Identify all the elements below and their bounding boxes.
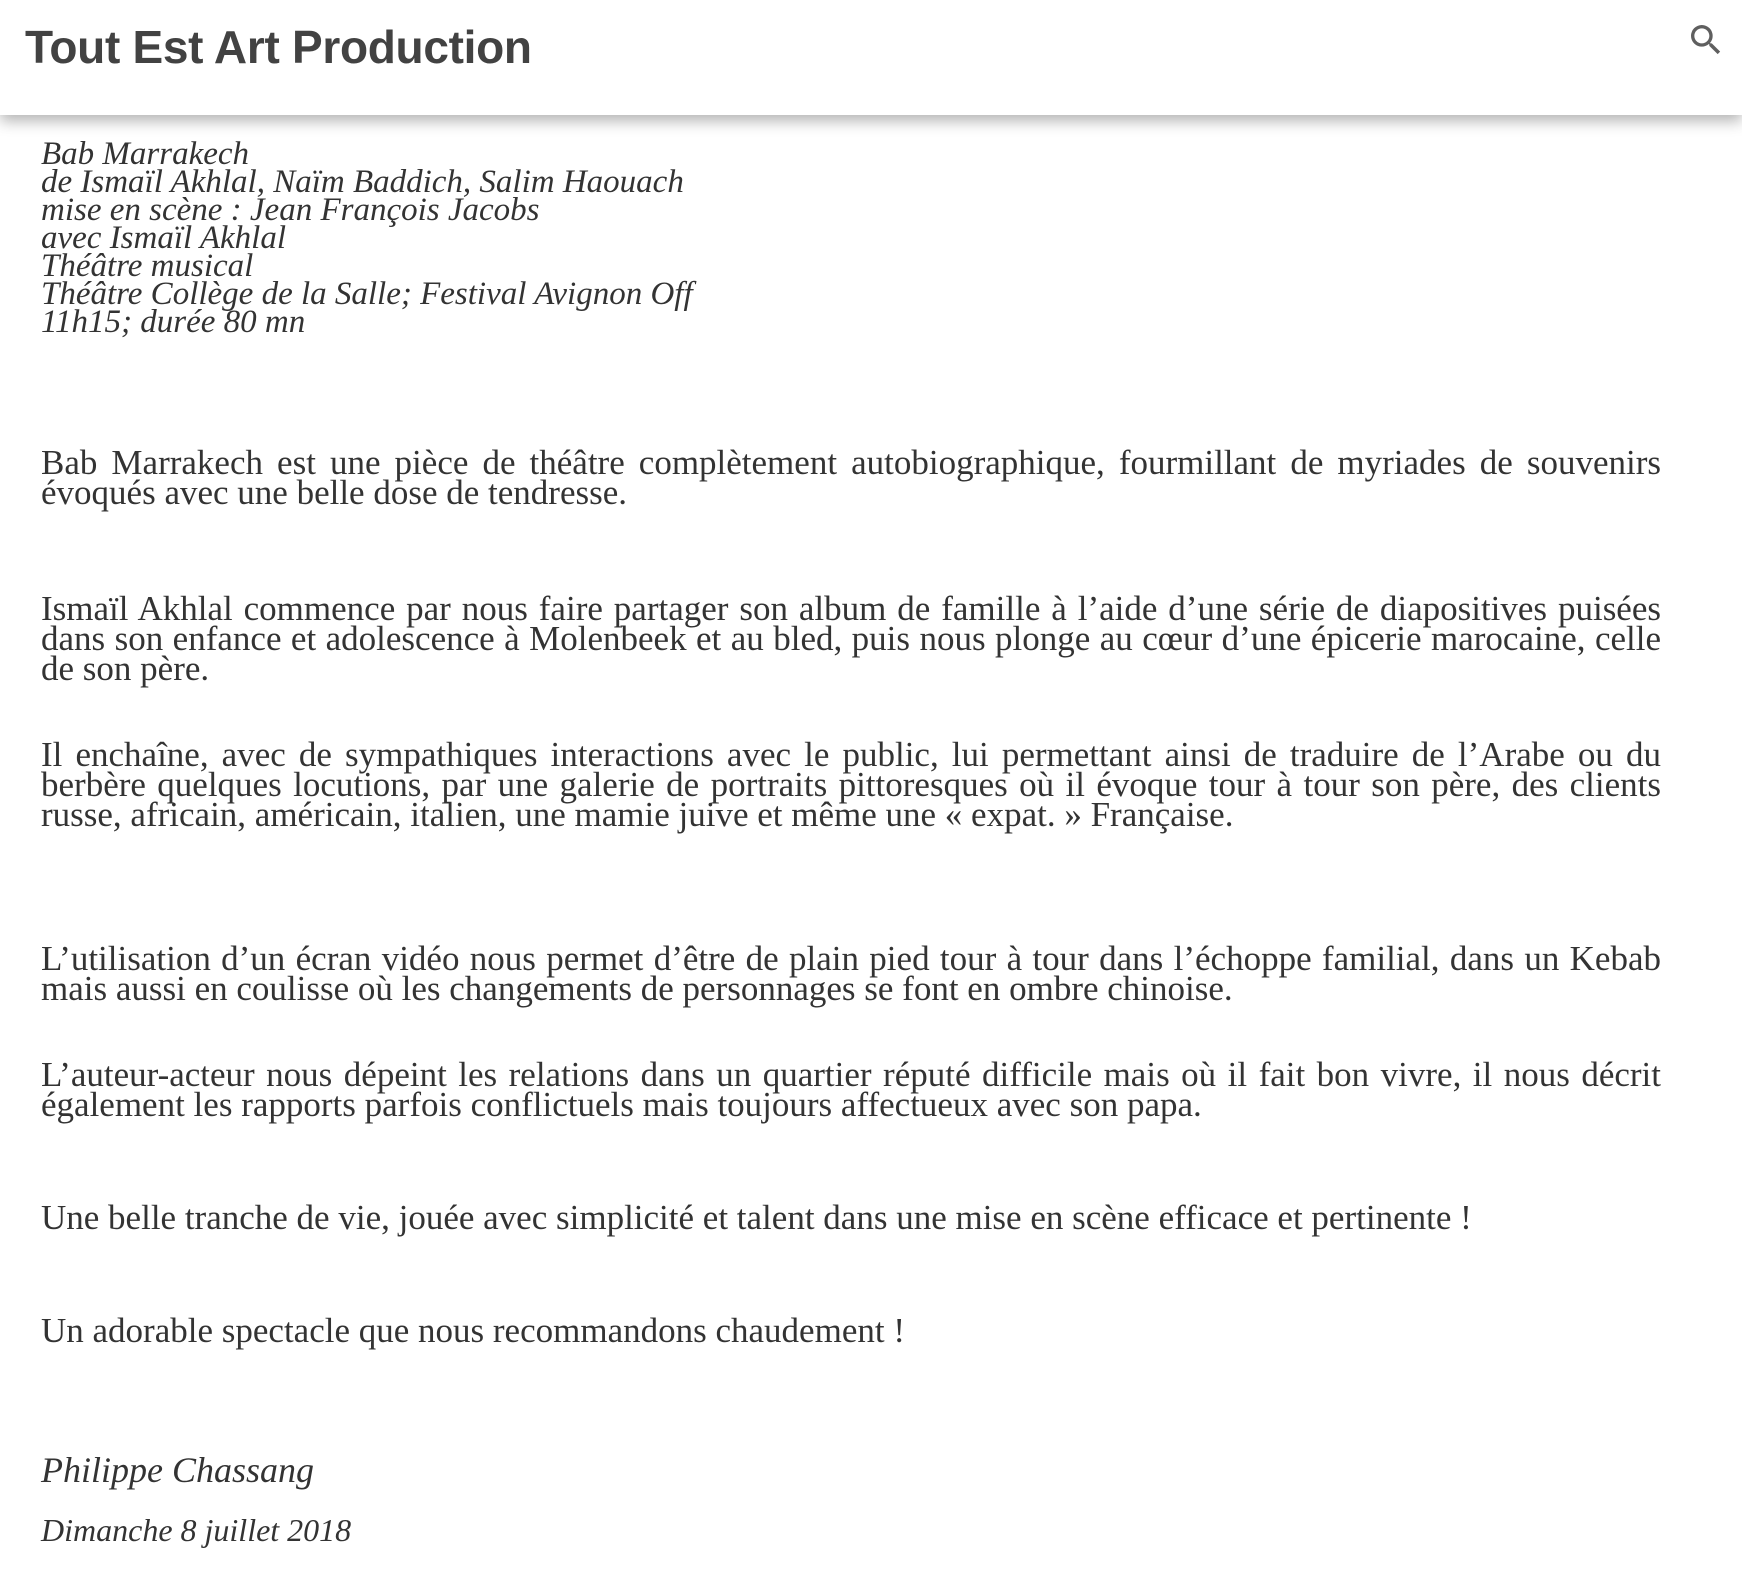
- review-paragraph: Un adorable spectacle que nous recommandons chaudement !: [41, 1311, 905, 1350]
- show-title: Bab Marrakech: [41, 136, 250, 172]
- review-paragraph: L’utilisation d’un écran vidéo nous permet d’être de plain pied tour à tour dans l’échoppe familial, dans un Kebab mais aussi en coulisse où les changements de personnages se font en ombre chinoise.: [41, 939, 1661, 1008]
- review-paragraph: Il enchaîne, avec de sympathiques interactions avec le public, lui permettant ainsi de traduire de l’Arabe ou du berbère quelques locutions, par une galerie de portraits pittoresques où il évoque tour à tour son père, des clients russe, africain, américain, italien, une mamie juive et même une « expat. » Française.: [41, 735, 1661, 834]
- article-body: [41, 136, 1661, 1548]
- show-credits: [41, 136, 1661, 340]
- search-button[interactable]: [1680, 14, 1732, 66]
- show-director: mise en scène : Jean François Jacobs: [41, 192, 540, 228]
- top-app-bar: [0, 0, 1742, 115]
- show-genre: Théâtre musical: [41, 248, 254, 284]
- show-venue: Théâtre Collège de la Salle; Festival Avignon Off: [41, 276, 693, 312]
- review-paragraph: Une belle tranche de vie, jouée avec simplicité et talent dans une mise en scène efficace et pertinente !: [41, 1198, 1472, 1237]
- review-date: Dimanche 8 juillet 2018: [41, 1512, 352, 1548]
- review-author: Philippe Chassang: [41, 1450, 315, 1490]
- site-title[interactable]: Tout Est Art Production: [25, 21, 532, 73]
- review-paragraph: Bab Marrakech est une pièce de théâtre complètement autobiographique, fourmillant de myriades de souvenirs évoqués avec une belle dose de tendresse.: [41, 443, 1661, 512]
- search-icon: [1686, 20, 1726, 60]
- show-cast: avec Ismaïl Akhlal: [41, 220, 286, 256]
- show-time: 11h15; durée 80 mn: [41, 304, 306, 340]
- review-paragraph: Ismaïl Akhlal commence par nous faire partager son album de famille à l’aide d’une série de diapositives puisées dans son enfance et adolescence à Molenbeek et au bled, puis nous plonge au cœur d’une épicerie marocaine, celle de son père.: [41, 589, 1661, 688]
- review-paragraph: L’auteur-acteur nous dépeint les relations dans un quartier réputé difficile mais où il fait bon vivre, il nous décrit également les rapports parfois conflictuels mais toujours affectueux avec son papa.: [41, 1055, 1661, 1124]
- show-authors: de Ismaïl Akhlal, Naïm Baddich, Salim Haouach: [41, 164, 684, 200]
